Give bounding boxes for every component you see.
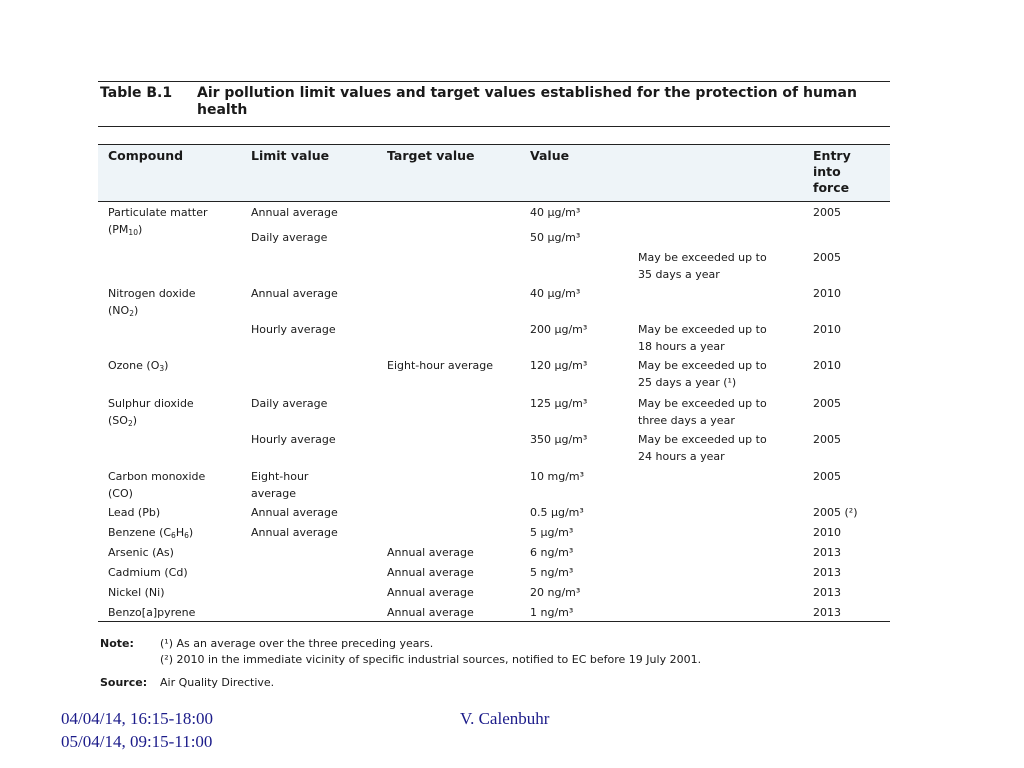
entry-into-force-cell: 2005	[813, 251, 841, 264]
value-cell: 200 µg/m³	[530, 323, 588, 336]
footer-date-line-2: 05/04/14, 09:15-11:00	[61, 732, 213, 751]
entry-into-force-cell: 2013	[813, 546, 841, 559]
target-value-cell: Annual average	[387, 586, 474, 599]
entry-into-force-cell: 2010	[813, 526, 841, 539]
compound-cell: Lead (Pb)	[108, 506, 161, 519]
entry-into-force-cell: 2005 (²)	[813, 506, 858, 519]
note-1: (¹) As an average over the three preceding years.	[160, 637, 434, 650]
target-value-cell: Annual average	[387, 606, 474, 619]
entry-into-force-cell: 2013	[813, 586, 841, 599]
entry-into-force-cell: 2005	[813, 206, 841, 219]
compound-cell: Cadmium (Cd)	[108, 566, 188, 579]
entry-into-force-cell: 2013	[813, 566, 841, 579]
footer-author: V. Calenbuhr	[460, 709, 550, 728]
table-number: Table B.1	[100, 85, 173, 101]
exceedance-note-cell-line2: 18 hours a year	[638, 340, 725, 353]
limit-value-cell: Hourly average	[251, 323, 336, 336]
note-2: (²) 2010 in the immediate vicinity of specific industrial sources, notified to EC before 19 July 2001.	[160, 653, 702, 666]
limit-value-cell: Daily average	[251, 231, 328, 244]
source-text: Air Quality Directive.	[160, 676, 275, 689]
exceedance-note-cell: May be exceeded up to	[638, 433, 767, 446]
exceedance-note-cell: May be exceeded up to	[638, 251, 767, 264]
value-cell: 1 ng/m³	[530, 606, 574, 619]
entry-into-force-cell: 2010	[813, 359, 841, 372]
limit-value-cell: Annual average	[251, 506, 338, 519]
caption-bottom-rule	[98, 126, 890, 127]
exceedance-note-cell: May be exceeded up to	[638, 359, 767, 372]
target-value-cell: Eight-hour average	[387, 359, 493, 372]
exceedance-note-cell-line2: three days a year	[638, 414, 735, 427]
exceedance-note-cell: May be exceeded up to	[638, 397, 767, 410]
limit-value-cell: Annual average	[251, 526, 338, 539]
exceedance-note-cell: May be exceeded up to	[638, 323, 767, 336]
value-cell: 5 µg/m³	[530, 526, 574, 539]
compound-cell: Ozone $(O_3)$	[108, 359, 169, 373]
compound-cell: Particulate matter	[108, 206, 208, 219]
header-bottom-rule	[98, 201, 890, 202]
limit-value-cell-line2: average	[251, 487, 297, 500]
value-cell: 40 µg/m³	[530, 287, 581, 300]
entry-into-force-cell: 2013	[813, 606, 841, 619]
note-label: Note:	[100, 637, 134, 650]
footer-date-line-1: 04/04/14, 16:15-18:00	[61, 709, 214, 728]
header-value: Value	[530, 148, 570, 163]
value-cell: 120 µg/m³	[530, 359, 588, 372]
limit-value-cell: Daily average	[251, 397, 328, 410]
header-compound: Compound	[108, 148, 184, 163]
compound-cell: Benzo[a]pyrene	[108, 606, 196, 619]
entry-into-force-cell: 2005	[813, 397, 841, 410]
compound-cell-line2: $(SO_2)$	[108, 414, 138, 428]
compound-cell: Arsenic (As)	[108, 546, 174, 559]
value-cell: 20 ng/m³	[530, 586, 581, 599]
limit-value-cell: Annual average	[251, 287, 338, 300]
value-cell: 350 µg/m³	[530, 433, 588, 446]
limit-value-cell: Annual average	[251, 206, 338, 219]
header-target-value: Target value	[387, 148, 475, 163]
compound-cell-line2: (CO)	[108, 487, 133, 500]
compound-cell-line2: $(NO_2)$	[108, 304, 139, 318]
compound-cell: Nickel (Ni)	[108, 586, 165, 599]
table-header-row	[98, 145, 890, 201]
compound-cell: Benzene $(C_6H_6)$	[108, 526, 194, 540]
limit-value-cell: Eight-hour	[251, 470, 309, 483]
compound-cell: Nitrogen doxide	[108, 287, 196, 300]
value-cell: 125 µg/m³	[530, 397, 588, 410]
value-cell: 0.5 µg/m³	[530, 506, 584, 519]
compound-cell: Carbon monoxide	[108, 470, 206, 483]
source-label: Source:	[100, 676, 148, 689]
footer-dates	[61, 707, 213, 753]
entry-into-force-cell: 2010	[813, 287, 841, 300]
exceedance-note-cell-line2: 24 hours a year	[638, 450, 725, 463]
table-title: Air pollution limit values and target values established for the protection of human health	[197, 85, 857, 118]
compound-cell: Sulphur dioxide	[108, 397, 194, 410]
value-cell: 10 mg/m³	[530, 470, 585, 483]
table-bottom-rule	[98, 621, 890, 622]
value-cell: 5 ng/m³	[530, 566, 574, 579]
table-top-rule	[98, 81, 890, 82]
value-cell: 6 ng/m³	[530, 546, 574, 559]
entry-into-force-cell: 2010	[813, 323, 841, 336]
header-limit-value: Limit value	[251, 148, 330, 163]
target-value-cell: Annual average	[387, 546, 474, 559]
value-cell: 40 µg/m³	[530, 206, 581, 219]
value-cell: 50 µg/m³	[530, 231, 581, 244]
exceedance-note-cell-line2: 25 days a year (¹)	[638, 376, 737, 389]
limit-value-cell: Hourly average	[251, 433, 336, 446]
exceedance-note-cell-line2: 35 days a year	[638, 268, 720, 281]
entry-into-force-cell: 2005	[813, 470, 841, 483]
target-value-cell: Annual average	[387, 566, 474, 579]
compound-cell-line2: $(PM_{10})$	[108, 223, 143, 237]
header-entry-into-force: Entry into force	[813, 148, 851, 195]
entry-into-force-cell: 2005	[813, 433, 841, 446]
